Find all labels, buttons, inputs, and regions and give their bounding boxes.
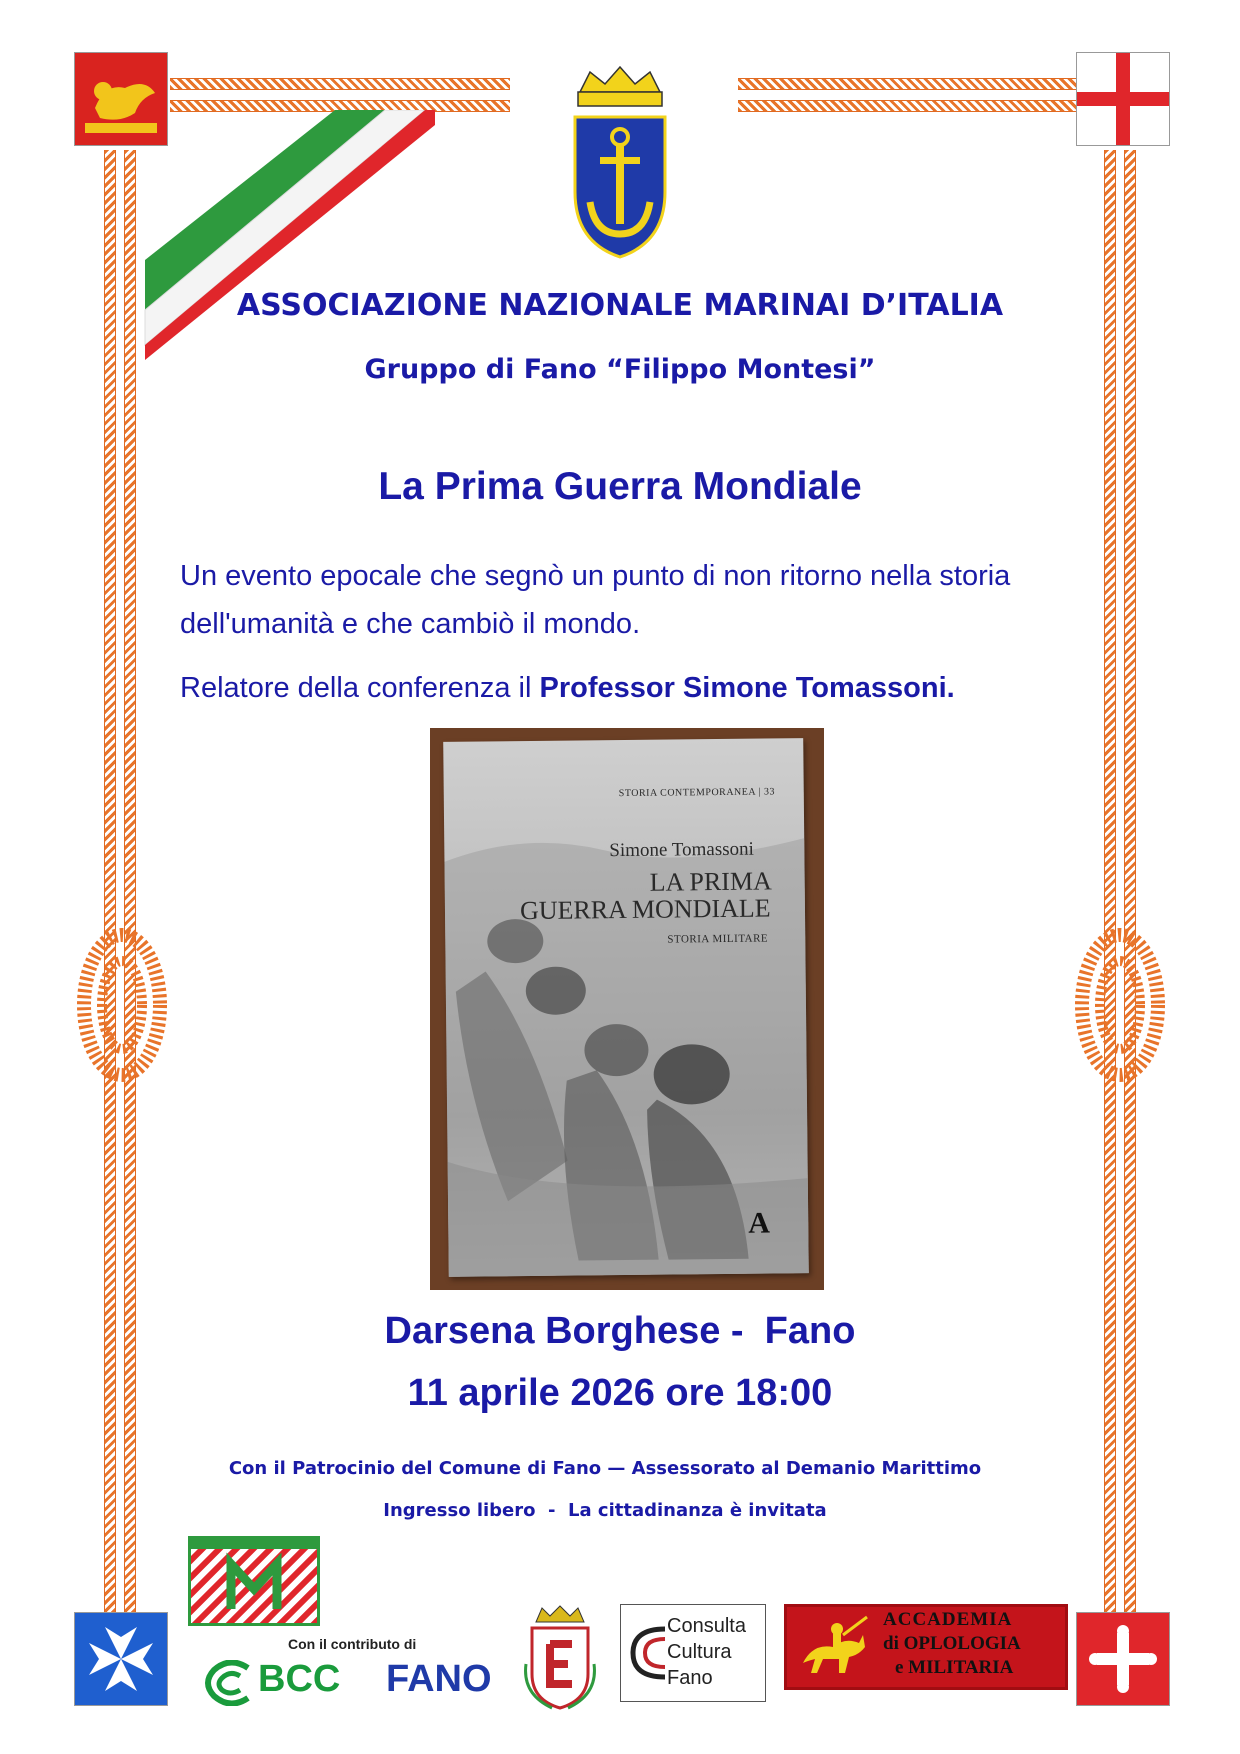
contribution-label: Con il contributo di [288, 1636, 417, 1652]
bcc-text: BCC [258, 1658, 341, 1700]
accademia-line3: e MILITARIA [895, 1657, 1014, 1678]
event-title: La Prima Guerra Mondiale [378, 465, 862, 508]
publisher-logo: A [748, 1206, 771, 1240]
event-description-line1: Un evento epocale che segnò un punto di non ritorno nella storia [180, 560, 1011, 592]
accademia-line2: di OPLOLOGIA [883, 1633, 1021, 1654]
bcc-logo-icon [200, 1660, 260, 1706]
rope-knot-left-icon [72, 920, 172, 1090]
venice-lion-flag [74, 52, 168, 146]
genoa-cross-flag [1076, 52, 1170, 146]
pisa-cross-flag [1076, 1612, 1170, 1706]
maltese-cross-icon [75, 1613, 167, 1705]
consulta-line3: Fano [667, 1667, 713, 1689]
event-description-line2: dell'umanità e che cambiò il mondo. [180, 608, 641, 640]
entry-note: Ingresso libero - La cittadinanza è invitata [383, 1500, 827, 1521]
red-cross-icon [1077, 53, 1169, 145]
book-photo [430, 728, 824, 1290]
rope-border-top-right-2 [738, 100, 1076, 112]
amalfi-cross-flag [74, 1612, 168, 1706]
speaker-name: Professor Simone Tomassoni. [539, 672, 955, 704]
consulta-line2: Cultura [667, 1641, 732, 1663]
book-subtitle: STORIA MILITARE [667, 932, 769, 946]
consulta-arc-icon [629, 1623, 669, 1683]
trench-soldiers-image [443, 738, 809, 1277]
pisan-cross-icon [1077, 1613, 1169, 1705]
book-series: STORIA CONTEMPORANEA | 33 [618, 786, 776, 800]
marinai-logo [188, 1536, 320, 1626]
association-name: ASSOCIAZIONE NAZIONALE MARINAI D’ITALIA [236, 288, 1004, 323]
fano-text: FANO [386, 1658, 492, 1700]
anchor-emblem-icon [560, 62, 680, 262]
book-author: Simone Tomassoni [609, 838, 754, 862]
comune-fano-crest-icon [522, 1604, 598, 1712]
m-logo-icon [191, 1539, 317, 1623]
book-title-line2: GUERRA MONDIALE [519, 893, 771, 926]
group-name: Gruppo di Fano “Filippo Montesi” [364, 354, 876, 385]
rope-knot-right-icon [1070, 920, 1170, 1090]
book-title-line1: LA PRIMA [649, 866, 772, 897]
book-cover [443, 738, 809, 1277]
consulta-line1: Consulta [667, 1615, 746, 1637]
accademia-oplologia-logo [784, 1604, 1068, 1690]
bcc-fano-logo [200, 1658, 510, 1708]
rope-border-top-left [170, 78, 510, 90]
patronage-note: Con il Patrocinio del Comune di Fano — Assessorato al Demanio Marittimo [228, 1458, 982, 1479]
consulta-cultura-logo [620, 1604, 766, 1702]
horse-rider-icon [793, 1613, 873, 1679]
accademia-line1: ACCADEMIA [883, 1609, 1013, 1630]
speaker-line [180, 672, 1080, 705]
speaker-prefix: Relatore della conferenza il [180, 672, 540, 704]
winged-lion-icon [75, 53, 167, 145]
venue-place: Darsena Borghese - Fano [384, 1310, 856, 1352]
event-datetime: 11 aprile 2026 ore 18:00 [407, 1372, 833, 1414]
rope-border-top-right [738, 78, 1076, 90]
